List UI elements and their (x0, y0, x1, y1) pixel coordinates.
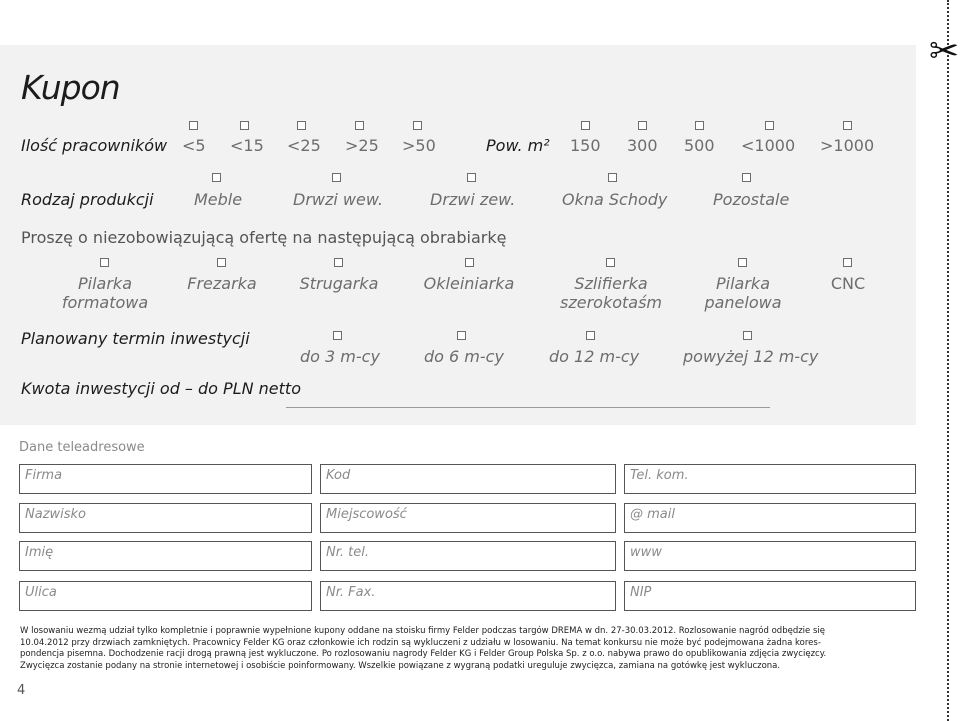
firma-field[interactable]: Firma (19, 464, 312, 494)
checkbox-icon[interactable] (606, 258, 615, 267)
production-option: Okna Schody (562, 190, 668, 209)
production-option: Drzwi zew. (430, 190, 516, 209)
offer-option: CNC (830, 274, 866, 293)
investment-term-option: do 6 m-cy (424, 347, 504, 366)
checkbox-icon[interactable] (334, 258, 343, 267)
checkbox-icon[interactable] (212, 173, 221, 182)
coupon-title: Kupon (21, 68, 120, 107)
checkbox-icon[interactable] (467, 173, 476, 182)
nip-field[interactable]: NIP (624, 581, 916, 611)
checkbox-icon[interactable] (738, 258, 747, 267)
contact-heading: Dane teleadresowe (19, 440, 145, 455)
checkbox-icon[interactable] (333, 331, 342, 340)
offer-option: Szlifierka szerokotaśm (560, 274, 662, 312)
offer-label: Proszę o niezobowiązującą ofertę na następującą obrabiarkę (21, 228, 507, 247)
checkbox-icon[interactable] (332, 173, 341, 182)
terms-text: W losowaniu wezmą udział tylko kompletnie i poprawnie wypełnione kupony oddane na stoisku firmy Felder podczas targów DREMA w dn. 27-30.03.2012. Rozlosowanie nagród odbędzie się 10.04.2012 przy drzwiach zamkniętych. Pracownicy Felder KG oraz członkowie ich rodzin są wykluczeni z udziału w losowaniu. Na temat konkursu nie może być podejmowana żadna kores- pondencja pisemna. Dochodzenie racji drogą prawną jest wykluczone. Po rozlosowaniu nagrody Felder KG i Felder Group Polska Sp. z o.o. nabywa prawo do opublikowania zdjęcia zwycięzcy. Zwycięzca zostanie podany na stronie internetowej i osobiście poinformowany. Wszelkie powiązane z wygraną podatki ureguluje zwycięzca, zamiana na gotówkę jest wykluczona. (20, 626, 827, 671)
production-label: Rodzaj produkcji (21, 190, 154, 209)
checkbox-icon[interactable] (100, 258, 109, 267)
employees-option: >25 (345, 136, 379, 155)
scissors-icon: ✂ (929, 31, 960, 72)
checkbox-icon[interactable] (638, 121, 647, 130)
checkbox-icon[interactable] (765, 121, 774, 130)
area-option: 300 (627, 136, 658, 155)
area-option: 150 (570, 136, 601, 155)
checkbox-icon[interactable] (843, 121, 852, 130)
checkbox-icon[interactable] (189, 121, 198, 130)
kod-field[interactable]: Kod (320, 464, 616, 494)
checkbox-icon[interactable] (413, 121, 422, 130)
checkbox-icon[interactable] (695, 121, 704, 130)
nr-fax-field[interactable]: Nr. Fax. (320, 581, 616, 611)
page-number: 4 (17, 683, 26, 698)
production-option: Pozostale (713, 190, 790, 209)
imie-field[interactable]: Imię (19, 541, 312, 571)
investment-term-option: powyżej 12 m-cy (683, 347, 819, 366)
checkbox-icon[interactable] (743, 331, 752, 340)
employees-option: >50 (402, 136, 436, 155)
checkbox-icon[interactable] (581, 121, 590, 130)
ulica-field[interactable]: Ulica (19, 581, 312, 611)
investment-term-label: Planowany termin inwestycji (21, 329, 250, 348)
www-field[interactable]: www (624, 541, 916, 571)
checkbox-icon[interactable] (586, 331, 595, 340)
checkbox-icon[interactable] (240, 121, 249, 130)
nazwisko-field[interactable]: Nazwisko (19, 503, 312, 533)
investment-term-option: do 12 m-cy (549, 347, 640, 366)
investment-amount-input-line[interactable] (286, 407, 770, 408)
investment-term-option: do 3 m-cy (300, 347, 380, 366)
employees-option: <5 (182, 136, 206, 155)
miejscowosc-field[interactable]: Miejscowość (320, 503, 616, 533)
employees-option: <15 (230, 136, 264, 155)
checkbox-icon[interactable] (742, 173, 751, 182)
cut-line (947, 0, 949, 721)
checkbox-icon[interactable] (457, 331, 466, 340)
area-option: 500 (684, 136, 715, 155)
investment-amount-label: Kwota inwestycji od – do PLN netto (21, 379, 301, 398)
checkbox-icon[interactable] (608, 173, 617, 182)
checkbox-icon[interactable] (355, 121, 364, 130)
mail-field[interactable]: @ mail (624, 503, 916, 533)
employees-option: <25 (287, 136, 321, 155)
offer-option: Pilarka panelowa (704, 274, 782, 312)
production-option: Drwzi wew. (293, 190, 383, 209)
tel-kom-field[interactable]: Tel. kom. (624, 464, 916, 494)
offer-option: Frezarka (187, 274, 257, 293)
offer-option: Pilarka formatowa (61, 274, 149, 312)
employees-label: Ilość pracowników (21, 136, 168, 155)
offer-option: Okleiniarka (423, 274, 515, 293)
checkbox-icon[interactable] (843, 258, 852, 267)
area-option: >1000 (820, 136, 875, 155)
area-option: <1000 (741, 136, 796, 155)
checkbox-icon[interactable] (465, 258, 474, 267)
offer-option: Strugarka (299, 274, 379, 293)
production-option: Meble (194, 190, 243, 209)
area-label: Pow. m² (486, 136, 550, 155)
checkbox-icon[interactable] (217, 258, 226, 267)
checkbox-icon[interactable] (297, 121, 306, 130)
nr-tel-field[interactable]: Nr. tel. (320, 541, 616, 571)
